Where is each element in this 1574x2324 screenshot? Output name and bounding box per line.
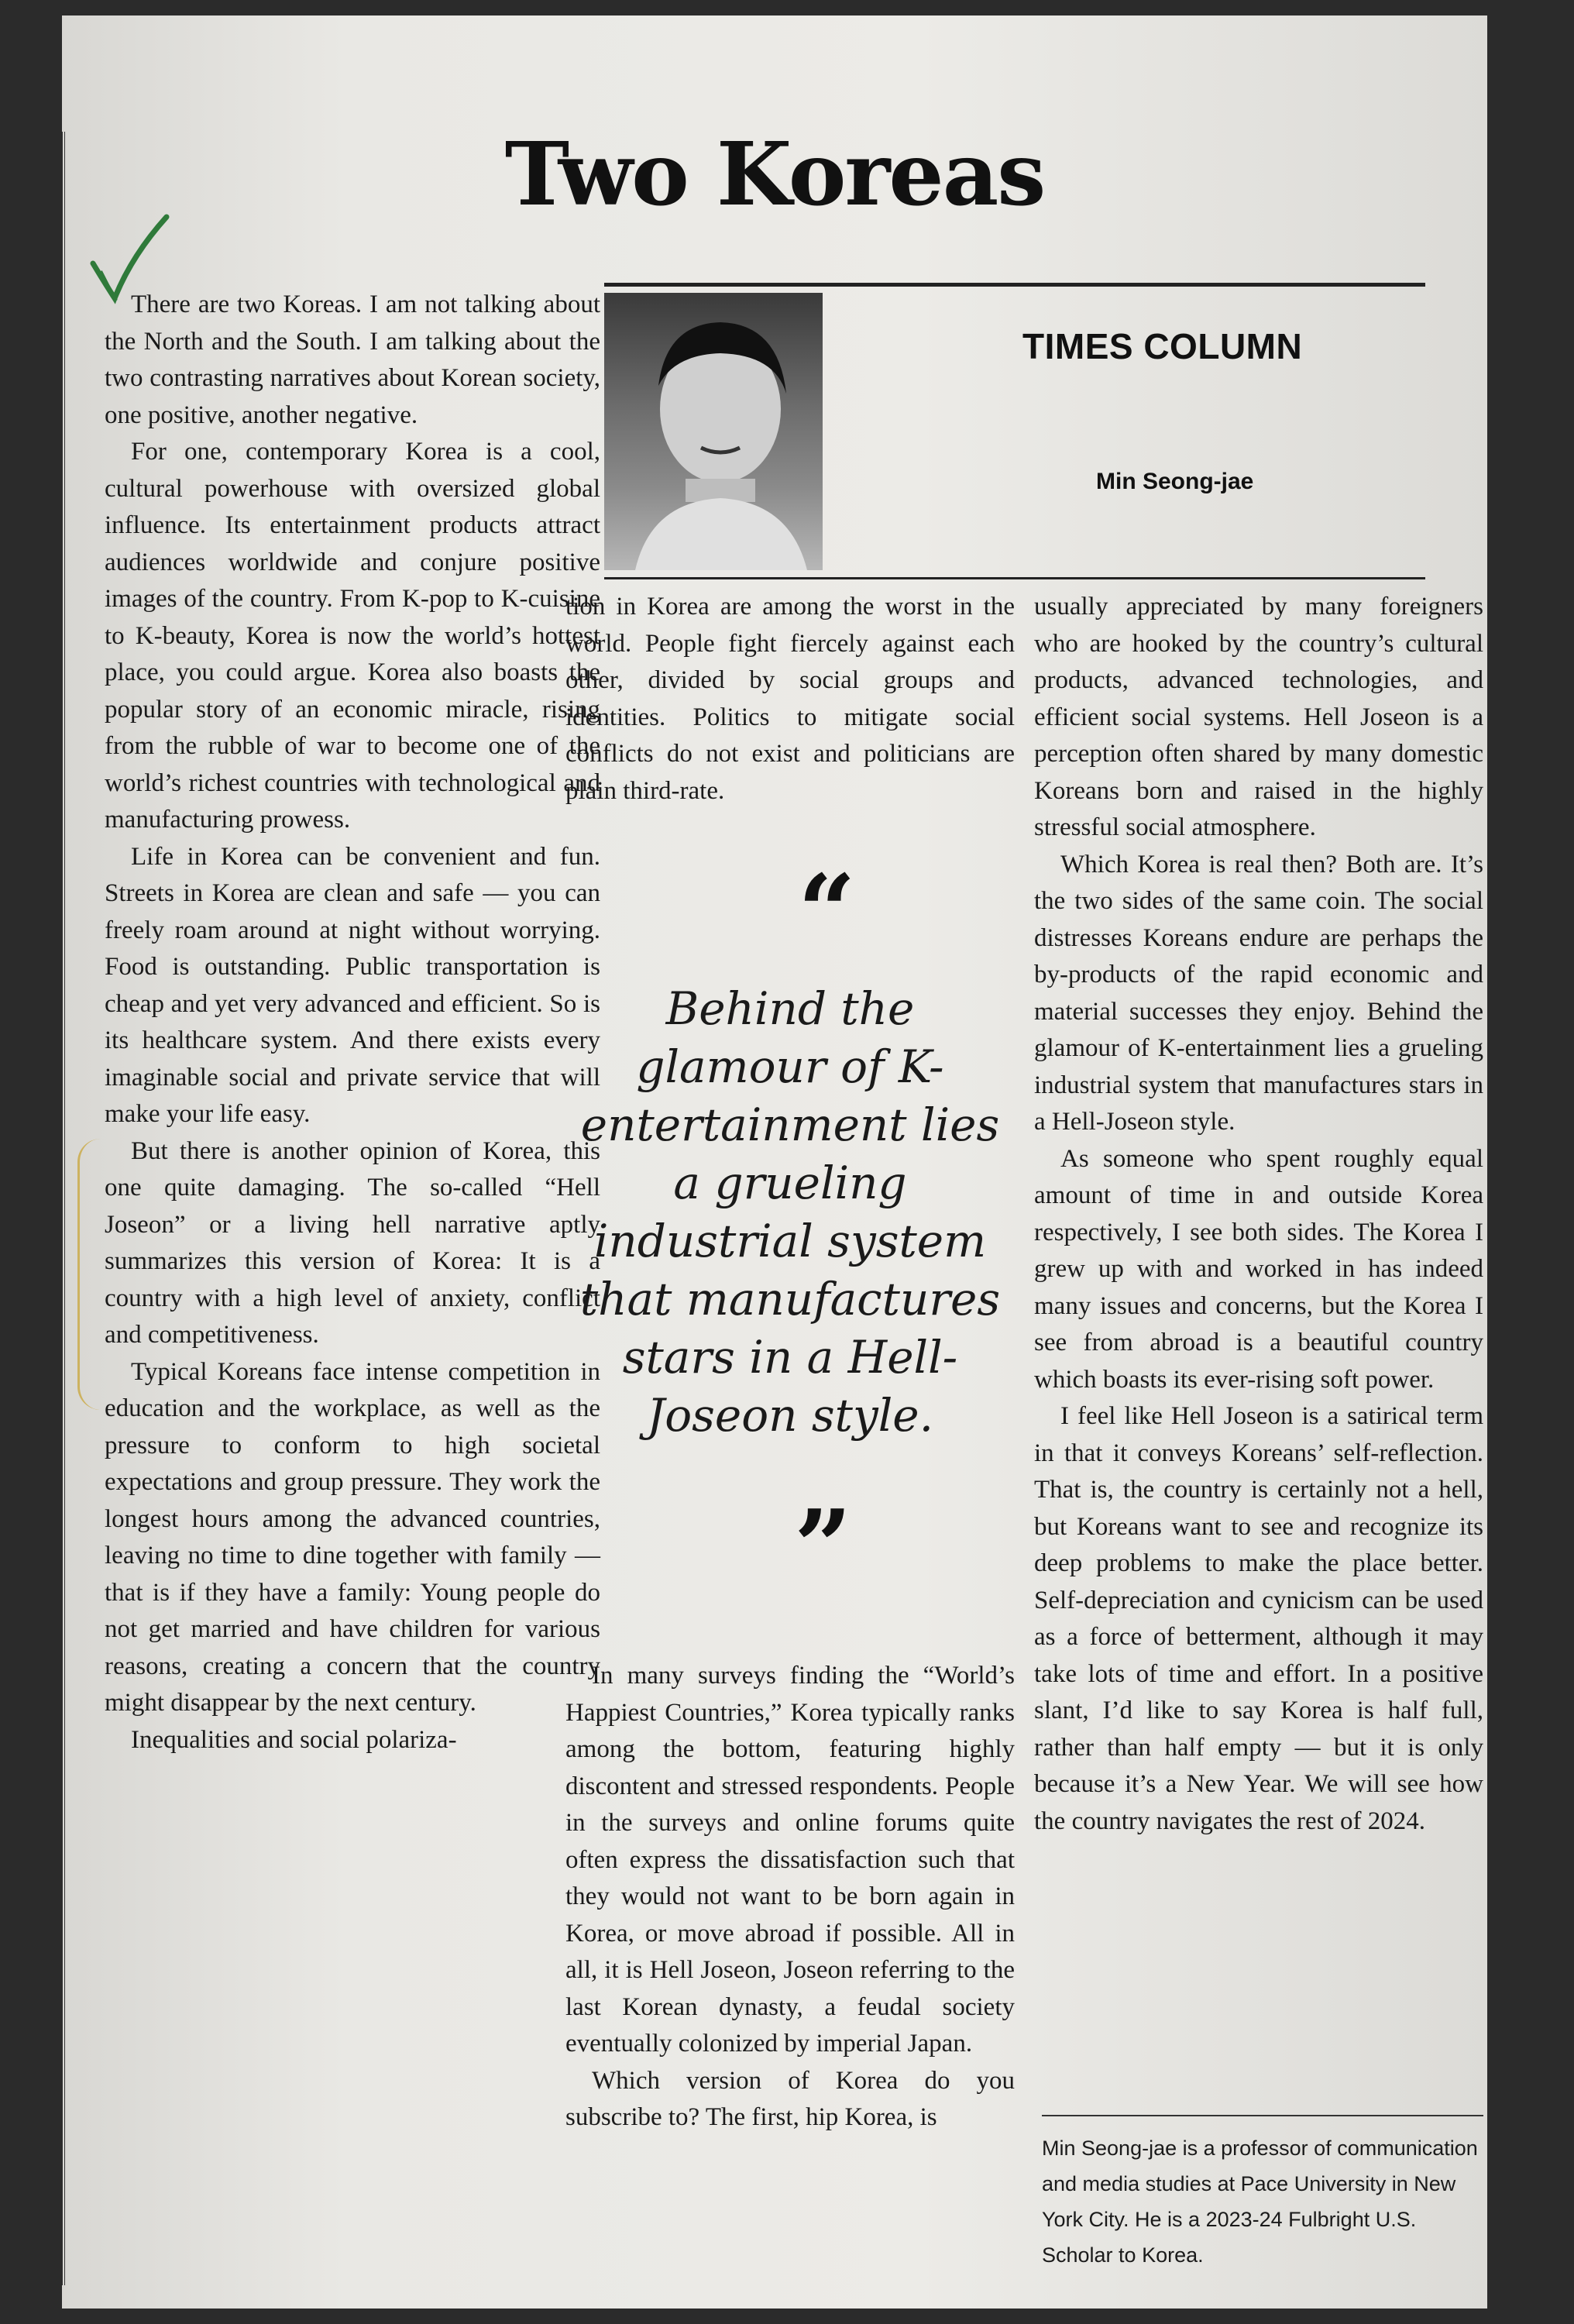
- article-column-3: [1034, 589, 1483, 1840]
- author-byline: Min Seong-jae: [1096, 469, 1254, 494]
- paragraph: There are two Koreas. I am not talking about the North and the South. I am talking about the two contrasting narratives about Korean society, one positive, another negative.: [105, 290, 600, 429]
- pen-margin-mark: [77, 1139, 103, 1410]
- article-column-2-bottom: [565, 1658, 1015, 2137]
- portrait-icon: [604, 293, 823, 570]
- article-column-1: [105, 287, 600, 1758]
- paragraph: Inequalities and social polariza-: [131, 1725, 457, 1754]
- paragraph: For one, contemporary Korea is a cool, cultural powerhouse with oversized global influence. Its entertainment products attract audiences worldwide and conjure positive images of the country. From K-pop to K-cuisine to K-beauty, Korea is now the world’s hottest place, you could argue. Korea also boasts the popular story of an economic miracle, rising from the rubble of war to become one of the world’s richest countries with technological and manufacturing prowess.: [105, 438, 600, 834]
- author-photo: [604, 293, 823, 570]
- paragraph: As someone who spent roughly equal amount of time in and outside Korea respectively, I see both sides. The Korea I grew up with and worked in has indeed many issues and concerns, but the Korea I see from abroad is a beautiful country which boasts its ever-rising soft power.: [1034, 1144, 1483, 1394]
- quote-open-mark: “: [798, 852, 856, 971]
- column-frame-rule: [62, 132, 65, 2285]
- column-label: TIMES COLUMN: [1022, 326, 1303, 366]
- author-bio: Min Seong-jae is a professor of communication and media studies at Pace University in New York City. He is a 2023-24 Fulbright U.S. Scholar to Korea.: [1042, 2137, 1478, 2267]
- paragraph: I feel like Hell Joseon is a satirical term in that it conveys Koreans’ self-reflection. That is, the country is certainly not a hell, but Koreans want to see and recognize its deep problems to make the place better. Self-depreciation and cynicism can be used as a force of betterment, although it may take lots of time and effort. In a positive slant, I’d like to say Korea is half full, rather than half empty — but it is only because it’s a New Year. We will see how the country navigates the rest of 2024.: [1034, 1402, 1483, 1835]
- paragraph: tion in Korea are among the worst in the world. People fight fiercely against each other, divided by social groups and identities. Politics to mitigate social conflicts do not exist and politicians are plain third-rate.: [565, 593, 1015, 805]
- column-header-box: [604, 283, 1425, 579]
- bio-divider: [1042, 2115, 1483, 2116]
- paragraph: Which Korea is real then? Both are. It’s the two sides of the same coin. The social distresses Koreans endure are perhaps the by-products of the rapid economic and material successes they enjoy. Behind the glamour of K-entertainment lies a grueling industrial system that manufactures stars in a Hell-Joseon style.: [1034, 850, 1483, 1136]
- paragraph: Life in Korea can be convenient and fun. Streets in Korea are clean and safe — you can freely roam around at night without worrying. Food is outstanding. Public transportation is cheap and yet very advanced and efficient. So is its healthcare system. And there exists every imaginable social and private service that will make your life easy.: [105, 842, 600, 1128]
- paragraph: In many surveys finding the “World’s Happiest Countries,” Korea typically ranks among the bottom, featuring highly discontent and stressed respondents. People in the surveys and online forums quite often express the dissatisfaction such that they would not want to be born again in Korea, or move abroad if possible. All in all, it is Hell Joseon, Joseon referring to the last Korean dynasty, a feudal society eventually colonized by imperial Japan.: [565, 1662, 1015, 2058]
- headline: Two Koreas: [504, 124, 1045, 225]
- article-column-2-top: [565, 589, 1015, 810]
- paragraph: Which version of Korea do you subscribe to? The first, hip Korea, is: [565, 2066, 1015, 2131]
- newspaper-page: [62, 15, 1487, 2309]
- paragraph: But there is another opinion of Korea, this one quite damaging. The so-called “Hell Joseon” or a living hell narrative aptly summarizes this version of Korea: It is a country with a high level of anxiety, conflict and competitiveness.: [105, 1136, 600, 1349]
- quote-close-mark: ”: [794, 1487, 852, 1606]
- pull-quote: Behind the glamour of K-entertainment lies a grueling industrial system that manufactures stars in a Hell-Joseon style.: [579, 982, 1001, 1442]
- paragraph: Typical Koreans face intense competition in education and the workplace, as well as the pressure to conform to high societal expectations and group pressure. They work the longest hours among the advanced countries, leaving no time to dine together with family — that is if they have a family: Young people do not get married and have children for various reasons, creating a concern that the country might disappear by the next century.: [105, 1357, 600, 1717]
- paragraph: usually appreciated by many foreigners who are hooked by the country’s cultural products, advanced technologies, and efficient social systems. Hell Joseon is a perception often shared by many domestic Koreans born and raised in the highly stressful social atmosphere.: [1034, 593, 1483, 841]
